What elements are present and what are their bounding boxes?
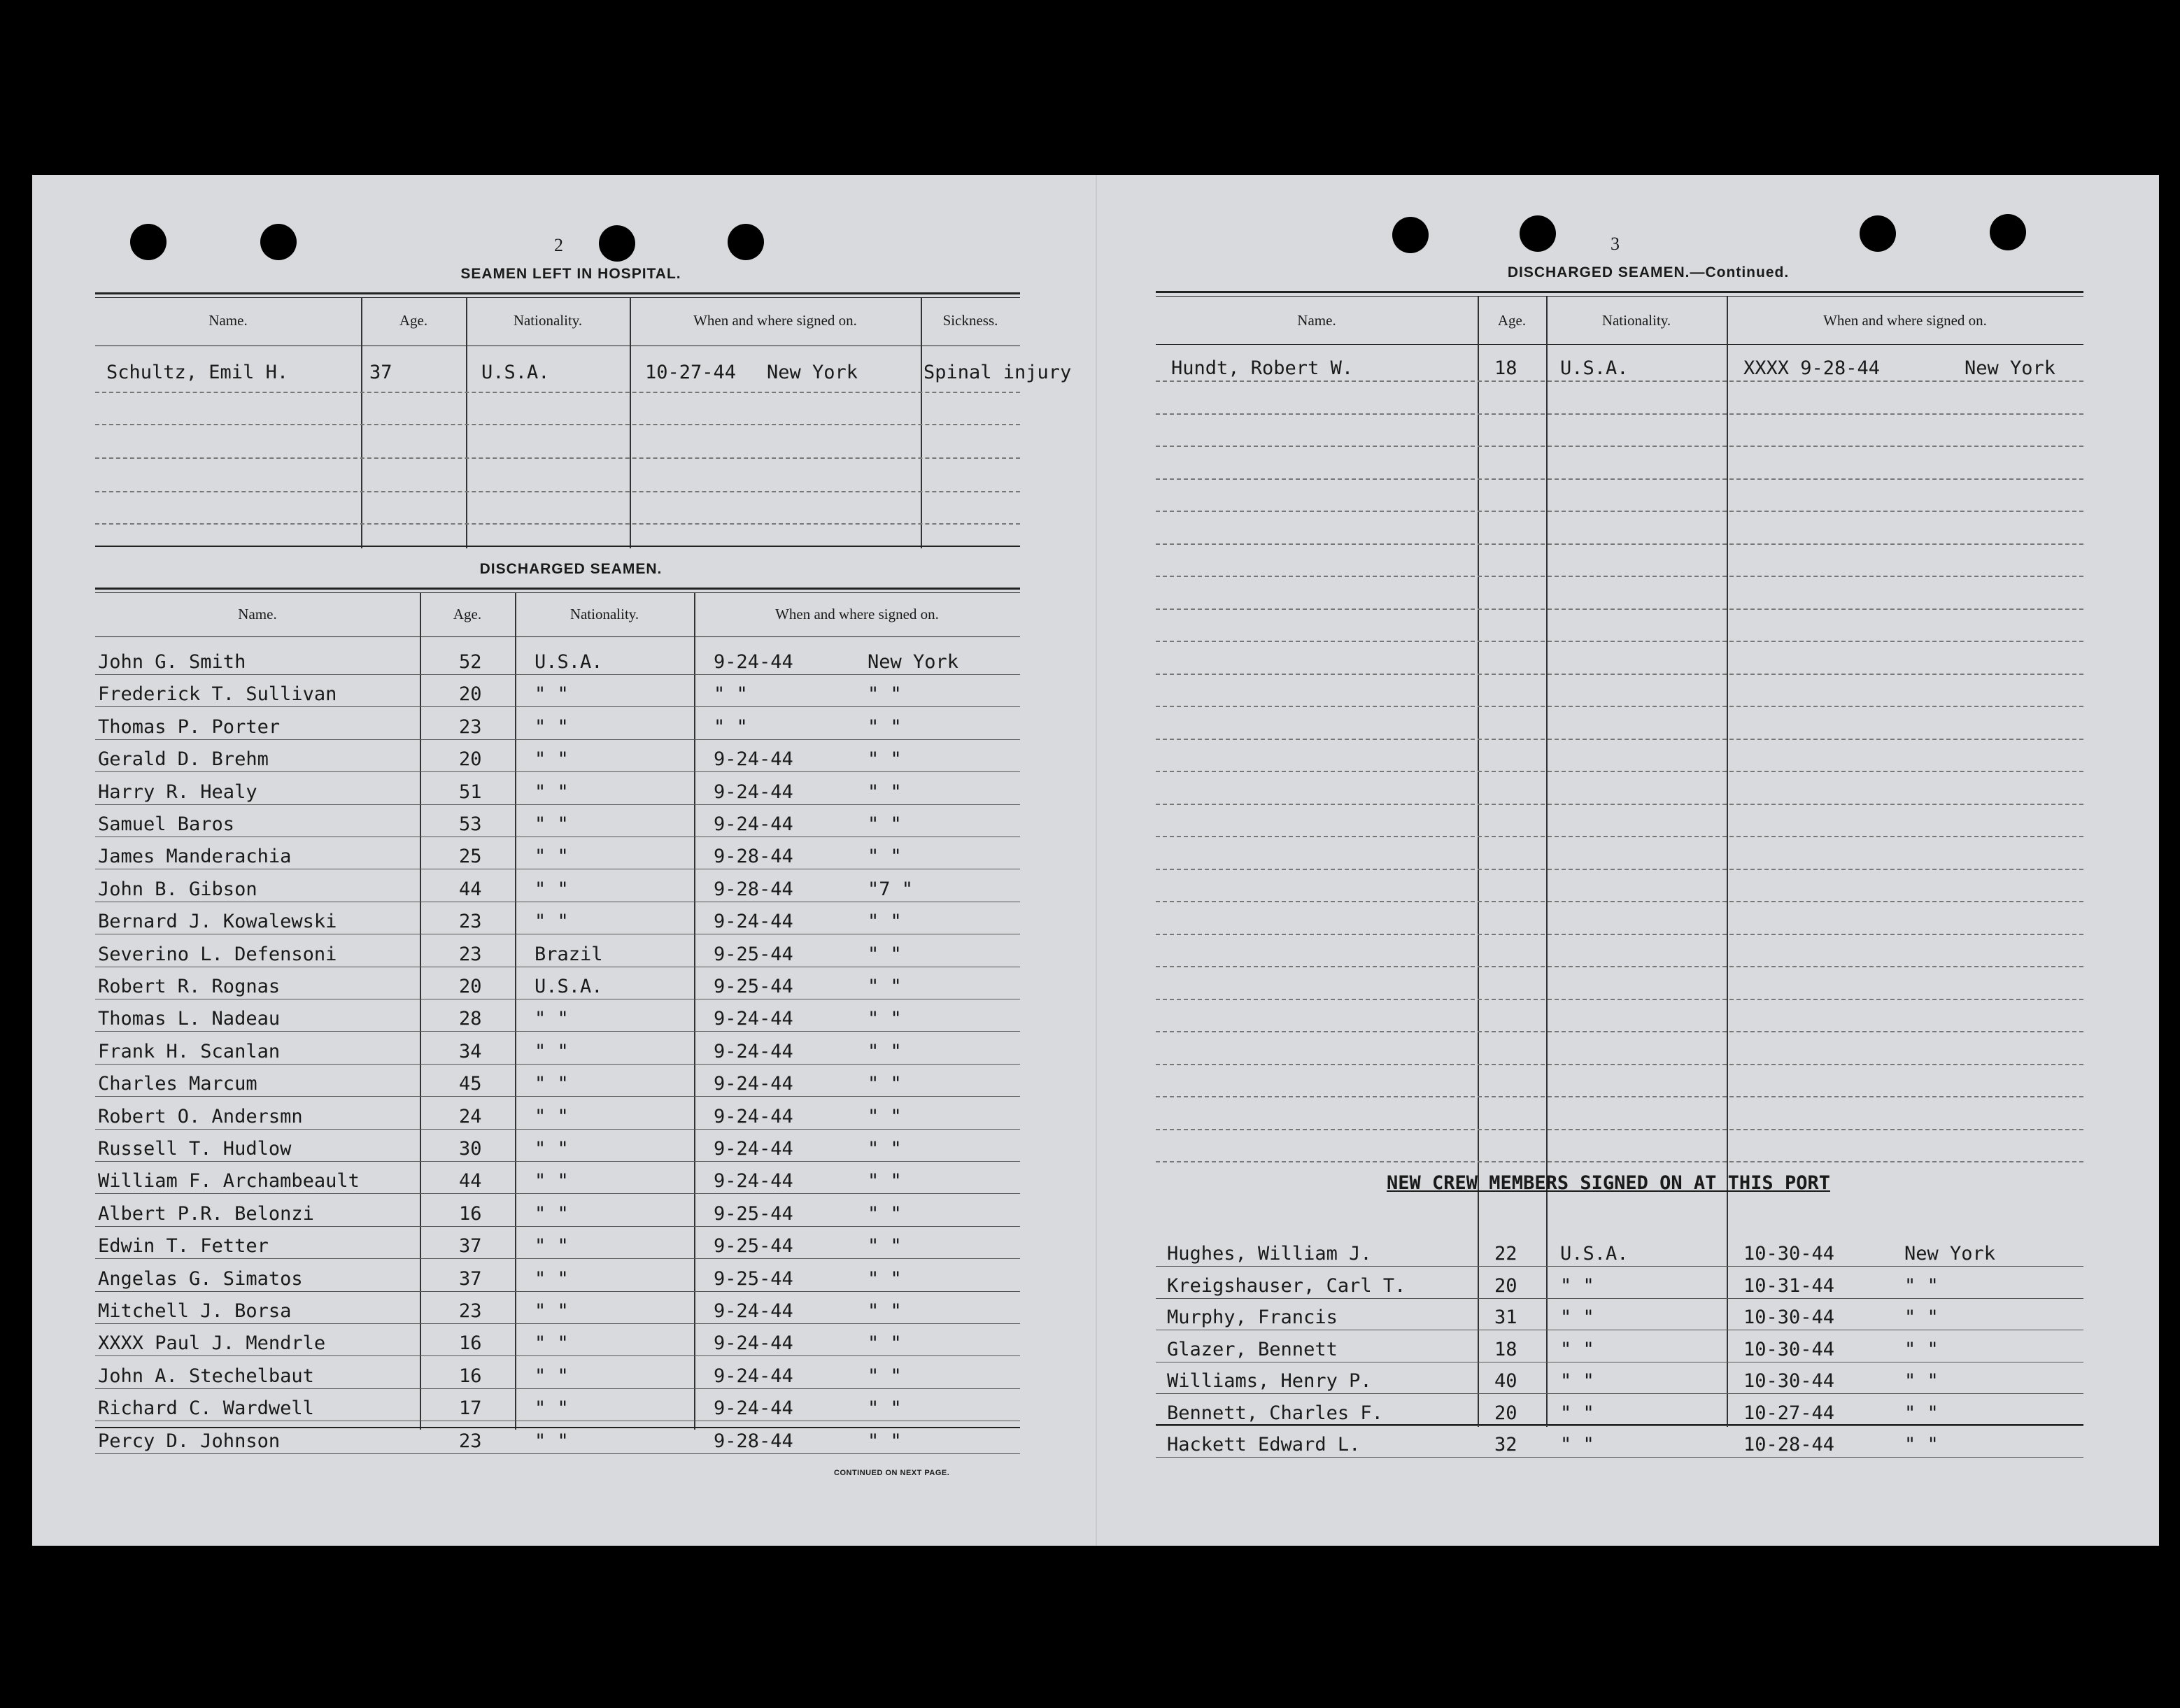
date-cell: 9-24-44 — [714, 1073, 793, 1095]
date-cell: 9-24-44 — [714, 1170, 793, 1192]
age-cell: 23 — [459, 944, 482, 965]
page-number-left: 2 — [554, 235, 563, 255]
age-cell: 51 — [459, 781, 482, 803]
nationality-cell: " " — [1560, 1370, 1594, 1392]
age-cell: 53 — [459, 813, 482, 835]
place-cell: " " — [1904, 1370, 1939, 1392]
place-cell: " " — [868, 683, 902, 705]
col-header-signed-on: When and where signed on. — [1823, 312, 1987, 329]
date-cell: 10-30-44 — [1743, 1370, 1835, 1392]
date-cell: 10-30-44 — [1743, 1307, 1835, 1328]
place-cell: " " — [1904, 1434, 1939, 1456]
age-cell: 37 — [369, 362, 392, 383]
age-cell: 20 — [1494, 1402, 1517, 1424]
place-cell: " " — [868, 846, 902, 867]
new-crew-heading: NEW CREW MEMBERS SIGNED ON AT THIS PORT — [1387, 1172, 1830, 1194]
age-cell: 44 — [459, 1170, 482, 1192]
nationality-cell: " " — [535, 1203, 569, 1225]
nationality-cell: " " — [535, 1300, 569, 1322]
place-cell: New York — [868, 651, 959, 673]
name-cell: Edwin T. Fetter — [98, 1235, 269, 1257]
name-cell: Hackett Edward L. — [1167, 1434, 1361, 1456]
name-cell: Frank H. Scanlan — [98, 1041, 281, 1062]
date-cell: 10-27-44 — [645, 362, 737, 383]
punch-hole — [1860, 215, 1896, 252]
nationality-cell: " " — [535, 1106, 569, 1127]
name-cell: Robert R. Rognas — [98, 976, 281, 997]
date-cell: 9-28-44 — [714, 878, 793, 900]
date-cell: XXXX 9-28-44 — [1743, 357, 1881, 379]
date-cell: 9-28-44 — [714, 1430, 793, 1452]
name-cell: John B. Gibson — [98, 878, 257, 900]
nationality-cell: " " — [535, 1073, 569, 1095]
nationality-cell: " " — [535, 781, 569, 803]
continued-footer: CONTINUED ON NEXT PAGE. — [834, 1469, 950, 1477]
date-cell: 9-24-44 — [714, 781, 793, 803]
place-cell: " " — [1904, 1339, 1939, 1360]
punch-hole — [260, 224, 297, 260]
age-cell: 37 — [459, 1235, 482, 1257]
place-cell: " " — [868, 716, 902, 738]
col-header-sickness: Sickness. — [942, 312, 998, 329]
nationality-cell: U.S.A. — [535, 651, 603, 673]
age-cell: 23 — [459, 1300, 482, 1322]
date-cell: 9-24-44 — [714, 1106, 793, 1127]
age-cell: 18 — [1494, 1339, 1517, 1360]
place-cell: " " — [868, 1041, 902, 1062]
name-cell: Robert O. Andersmn — [98, 1106, 303, 1127]
age-cell: 28 — [459, 1008, 482, 1030]
nationality-cell: " " — [1560, 1339, 1594, 1360]
age-cell: 22 — [1494, 1243, 1517, 1265]
age-cell: 45 — [459, 1073, 482, 1095]
name-cell: Harry R. Healy — [98, 781, 257, 803]
punch-hole — [599, 225, 635, 262]
name-cell: Albert P.R. Belonzi — [98, 1203, 314, 1225]
place-cell: " " — [868, 944, 902, 965]
name-cell: John G. Smith — [98, 651, 246, 673]
nationality-cell: " " — [535, 1397, 569, 1419]
col-header-name: Name. — [208, 312, 248, 329]
age-cell: 30 — [459, 1138, 482, 1160]
nationality-cell: " " — [535, 1041, 569, 1062]
place-cell: " " — [868, 1397, 902, 1419]
date-cell: 9-25-44 — [714, 1235, 793, 1257]
hospital-title: SEAMEN LEFT IN HOSPITAL. — [460, 266, 681, 282]
nationality-cell: " " — [1560, 1434, 1594, 1456]
age-cell: 31 — [1494, 1307, 1517, 1328]
age-cell: 17 — [459, 1397, 482, 1419]
date-cell: 9-28-44 — [714, 846, 793, 867]
col-header-name: Name. — [1297, 312, 1336, 329]
place-cell: " " — [868, 1332, 902, 1354]
age-cell: 23 — [459, 716, 482, 738]
nationality-cell: " " — [535, 748, 569, 770]
place-cell: " " — [868, 1430, 902, 1452]
col-header-name: Name. — [238, 606, 277, 622]
name-cell: Bernard J. Kowalewski — [98, 911, 337, 932]
age-cell: 23 — [459, 1430, 482, 1452]
nationality-cell: " " — [535, 846, 569, 867]
nationality-cell: " " — [535, 1365, 569, 1387]
date-cell: 9-24-44 — [714, 1138, 793, 1160]
punch-hole — [728, 224, 764, 260]
sickness-cell: Spinal injury — [923, 362, 1072, 383]
name-cell: Severino L. Defensoni — [98, 944, 337, 965]
nationality-cell: " " — [1560, 1307, 1594, 1328]
nationality-cell: " " — [535, 1170, 569, 1192]
discharged-table — [95, 588, 1020, 1452]
date-cell: " " — [714, 716, 748, 738]
date-cell: 9-24-44 — [714, 1397, 793, 1419]
discharged-title: DISCHARGED SEAMEN. — [479, 561, 663, 577]
col-header-nationality: Nationality. — [513, 312, 583, 329]
date-cell: 9-24-44 — [714, 1332, 793, 1354]
age-cell: 18 — [1494, 357, 1517, 379]
age-cell: 20 — [459, 683, 482, 705]
name-cell: Hundt, Robert W. — [1171, 357, 1354, 379]
place-cell: " " — [1904, 1402, 1939, 1424]
date-cell: 9-24-44 — [714, 748, 793, 770]
date-cell: 10-27-44 — [1743, 1402, 1835, 1424]
age-cell: 23 — [459, 911, 482, 932]
place-cell: " " — [868, 976, 902, 997]
place-cell: "7 " — [868, 878, 914, 900]
place-cell: " " — [868, 781, 902, 803]
date-cell: 10-31-44 — [1743, 1275, 1835, 1297]
age-cell: 40 — [1494, 1370, 1517, 1392]
place-cell: " " — [868, 1268, 902, 1290]
nationality-cell: " " — [535, 1430, 569, 1452]
col-header-signed-on: When and where signed on. — [693, 312, 857, 329]
col-header-age: Age. — [399, 312, 428, 329]
place-cell: New York — [1965, 357, 2056, 379]
date-cell: 9-24-44 — [714, 1008, 793, 1030]
date-cell: 9-25-44 — [714, 976, 793, 997]
name-cell: Russell T. Hudlow — [98, 1138, 292, 1160]
name-cell: Glazer, Bennett — [1167, 1339, 1338, 1360]
date-cell: 10-30-44 — [1743, 1339, 1835, 1360]
age-cell: 20 — [459, 748, 482, 770]
place-cell: " " — [868, 813, 902, 835]
name-cell: John A. Stechelbaut — [98, 1365, 314, 1387]
name-cell: William F. Archambeault — [98, 1170, 360, 1192]
nationality-cell: " " — [535, 1138, 569, 1160]
place-cell: " " — [868, 1235, 902, 1257]
name-cell: Mitchell J. Borsa — [98, 1300, 292, 1322]
age-cell: 37 — [459, 1268, 482, 1290]
nationality-cell: " " — [535, 813, 569, 835]
date-cell: 10-28-44 — [1743, 1434, 1835, 1456]
nationality-cell: U.S.A. — [535, 976, 603, 997]
col-header-age: Age. — [453, 606, 482, 622]
name-cell: Williams, Henry P. — [1167, 1370, 1372, 1392]
age-cell: 16 — [459, 1365, 482, 1387]
age-cell: 34 — [459, 1041, 482, 1062]
place-cell: New York — [1904, 1243, 1996, 1265]
punch-hole — [1392, 217, 1429, 253]
nationality-cell: U.S.A. — [1560, 357, 1629, 379]
name-cell: Samuel Baros — [98, 813, 235, 835]
age-cell: 25 — [459, 846, 482, 867]
discharged-continued-table — [1156, 291, 2083, 1456]
date-cell: 9-24-44 — [714, 1365, 793, 1387]
age-cell: 16 — [459, 1203, 482, 1225]
name-cell: Thomas L. Nadeau — [98, 1008, 281, 1030]
col-header-age: Age. — [1497, 312, 1527, 329]
date-cell: 9-24-44 — [714, 1300, 793, 1322]
name-cell: Charles Marcum — [98, 1073, 257, 1095]
name-cell: Thomas P. Porter — [98, 716, 281, 738]
place-cell: " " — [1904, 1275, 1939, 1297]
place-cell: " " — [868, 1203, 902, 1225]
place-cell: " " — [1904, 1307, 1939, 1328]
col-header-nationality: Nationality. — [1601, 312, 1671, 329]
nationality-cell: " " — [535, 1235, 569, 1257]
place-cell: " " — [868, 1300, 902, 1322]
nationality-cell: U.S.A. — [1560, 1243, 1629, 1265]
date-cell: 9-24-44 — [714, 911, 793, 932]
name-cell: James Manderachia — [98, 846, 292, 867]
nationality-cell: " " — [535, 1008, 569, 1030]
place-cell: New York — [767, 362, 858, 383]
hospital-table — [95, 292, 1072, 550]
name-cell: XXXX Paul J. Mendrle — [98, 1332, 326, 1354]
name-cell: Gerald D. Brehm — [98, 748, 269, 770]
nationality-cell: " " — [535, 1332, 569, 1354]
place-cell: " " — [868, 1106, 902, 1127]
date-cell: 9-25-44 — [714, 1203, 793, 1225]
name-cell: Frederick T. Sullivan — [98, 683, 337, 705]
name-cell: Percy D. Johnson — [98, 1430, 281, 1452]
punch-hole — [130, 224, 167, 260]
name-cell: Bennett, Charles F. — [1167, 1402, 1383, 1424]
age-cell: 20 — [1494, 1275, 1517, 1297]
punch-hole — [1990, 214, 2026, 250]
nationality-cell: Brazil — [535, 944, 603, 965]
center-fold — [1096, 175, 1097, 1546]
age-cell: 32 — [1494, 1434, 1517, 1456]
nationality-cell: " " — [535, 911, 569, 932]
name-cell: Murphy, Francis — [1167, 1307, 1338, 1328]
place-cell: " " — [868, 1008, 902, 1030]
age-cell: 20 — [459, 976, 482, 997]
date-cell: 9-25-44 — [714, 944, 793, 965]
nationality-cell: " " — [535, 1268, 569, 1290]
date-cell: 9-25-44 — [714, 1268, 793, 1290]
punch-hole — [1520, 215, 1556, 252]
place-cell: " " — [868, 911, 902, 932]
nationality-cell: " " — [1560, 1402, 1594, 1424]
date-cell: " " — [714, 683, 748, 705]
place-cell: " " — [868, 1138, 902, 1160]
name-cell: Richard C. Wardwell — [98, 1397, 314, 1419]
age-cell: 24 — [459, 1106, 482, 1127]
place-cell: " " — [868, 1365, 902, 1387]
name-cell: Angelas G. Simatos — [98, 1268, 303, 1290]
age-cell: 52 — [459, 651, 482, 673]
col-header-signed-on: When and where signed on. — [775, 606, 939, 622]
discharged-continued-title: DISCHARGED SEAMEN.—Continued. — [1507, 264, 1790, 280]
age-cell: 44 — [459, 878, 482, 900]
place-cell: " " — [868, 1170, 902, 1192]
age-cell: 16 — [459, 1332, 482, 1354]
nationality-cell: " " — [535, 716, 569, 738]
name-cell: Kreigshauser, Carl T. — [1167, 1275, 1406, 1297]
place-cell: " " — [868, 748, 902, 770]
date-cell: 9-24-44 — [714, 1041, 793, 1062]
nationality-cell: " " — [535, 683, 569, 705]
name-cell: Schultz, Emil H. — [106, 362, 289, 383]
date-cell: 9-24-44 — [714, 813, 793, 835]
nationality-cell: " " — [1560, 1275, 1594, 1297]
document-sheet — [32, 175, 2159, 1546]
name-cell: Hughes, William J. — [1167, 1243, 1372, 1265]
nationality-cell: " " — [535, 878, 569, 900]
nationality-cell: U.S.A. — [481, 362, 550, 383]
col-header-nationality: Nationality. — [569, 606, 639, 622]
date-cell: 10-30-44 — [1743, 1243, 1835, 1265]
date-cell: 9-24-44 — [714, 651, 793, 673]
page-number-right: 3 — [1611, 234, 1620, 254]
place-cell: " " — [868, 1073, 902, 1095]
